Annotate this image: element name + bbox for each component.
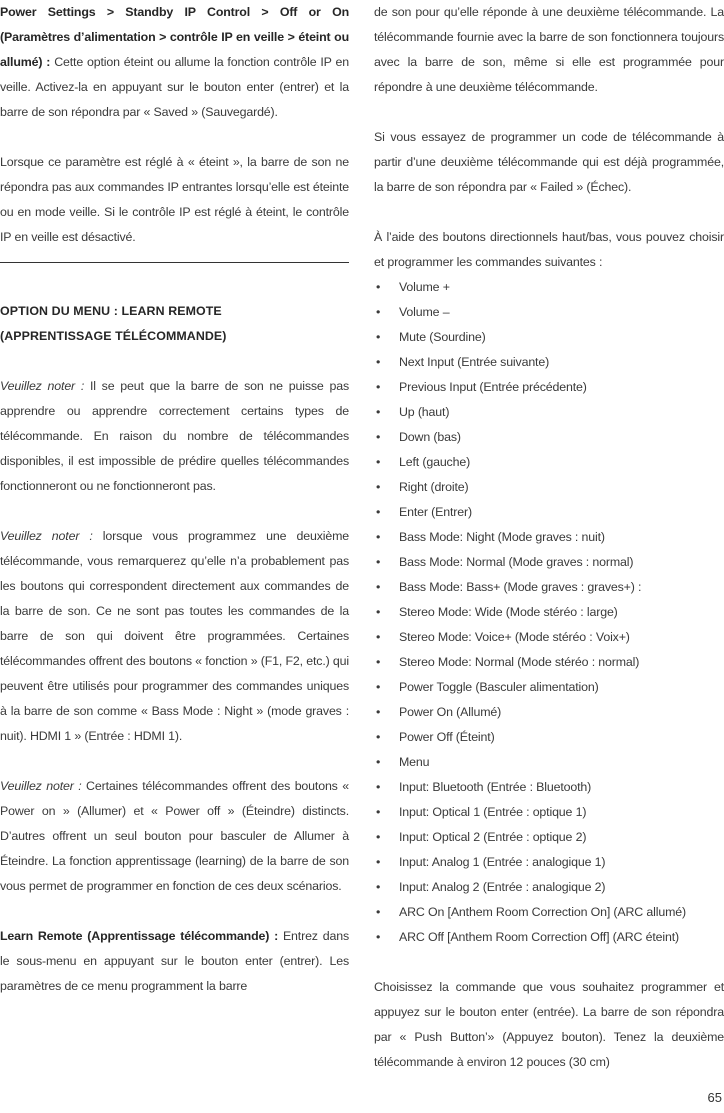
list-item-text: ARC On [Anthem Room Correction On] (ARC allumé) bbox=[399, 905, 686, 919]
list-item bbox=[374, 725, 724, 750]
list-item bbox=[374, 425, 724, 450]
list-item bbox=[374, 450, 724, 475]
bullet-icon: • bbox=[376, 730, 381, 744]
list-item-text: Next Input (Entrée suivante) bbox=[399, 355, 550, 369]
list-item bbox=[374, 275, 724, 300]
list-item bbox=[374, 575, 724, 600]
list-item bbox=[374, 600, 724, 625]
bullet-icon: • bbox=[376, 305, 381, 319]
list-item bbox=[374, 875, 724, 900]
list-item bbox=[374, 550, 724, 575]
bullet-icon: • bbox=[376, 780, 381, 794]
command-list bbox=[374, 275, 724, 950]
ip-control-off-paragraph: Lorsque ce paramètre est réglé à « éteint », la barre de son ne répondra pas aux commandes IP entrantes lorsqu’elle est éteinte ou en mode veille. Si le contrôle IP est réglé à éteint, le contrôle IP en veille est désactivé. bbox=[0, 155, 349, 244]
bullet-icon: • bbox=[376, 330, 381, 344]
bullet-icon: • bbox=[376, 605, 381, 619]
list-item-text: Input: Bluetooth (Entrée : Bluetooth) bbox=[399, 780, 592, 794]
bullet-icon: • bbox=[376, 580, 381, 594]
standby-ip-control-title: Power Settings > Standby IP Control > Off or On (Paramètres d’alimentation > contrôle IP en veille > éteint ou allumé) : bbox=[0, 5, 349, 69]
bullet-icon: • bbox=[376, 430, 381, 444]
list-item bbox=[374, 900, 724, 925]
note-second-remote: Veuillez noter : lorsque vous programmez une deuxième télécommande, vous remarquerez qu’elle n’a probablement pas les boutons qui correspondent directement aux commandes de la barre de son. Ce ne sont pas toutes les commandes de la barre de son qui doivent être programmées. Certaines télécommandes offrent des boutons « fonction » (F1, F2, etc.) qui peuvent être utilisés pour programmer des commandes uniques à la barre de son comme « Bass Mode : Night » (mode graves : nuit). HDMI 1 » (Entrée : HDMI 1). bbox=[0, 529, 349, 743]
page-number: 65 bbox=[707, 1090, 722, 1105]
bullet-icon: • bbox=[376, 480, 381, 494]
bullet-icon: • bbox=[376, 505, 381, 519]
bullet-icon: • bbox=[376, 880, 381, 894]
list-item-text: Volume – bbox=[399, 305, 450, 319]
list-item bbox=[374, 850, 724, 875]
learn-remote-title: Learn Remote (Apprentissage télécommande) : bbox=[0, 929, 279, 943]
bullet-icon: • bbox=[376, 705, 381, 719]
list-item bbox=[374, 475, 724, 500]
bullet-icon: • bbox=[376, 280, 381, 294]
list-item-text: Power On (Allumé) bbox=[399, 705, 502, 719]
list-item-text: Down (bas) bbox=[399, 430, 461, 444]
list-item-text: Enter (Entrer) bbox=[399, 505, 472, 519]
list-item-text: Bass Mode: Night (Mode graves : nuit) bbox=[399, 530, 605, 544]
list-item-text: Bass Mode: Bass+ (Mode graves : graves+) : bbox=[399, 580, 642, 594]
list-item bbox=[374, 525, 724, 550]
list-item-text: Input: Optical 2 (Entrée : optique 2) bbox=[399, 830, 587, 844]
bullet-icon: • bbox=[376, 755, 381, 769]
bullet-icon: • bbox=[376, 855, 381, 869]
right-column bbox=[374, 0, 724, 1075]
bullet-icon: • bbox=[376, 630, 381, 644]
list-item bbox=[374, 925, 724, 950]
bullet-icon: • bbox=[376, 405, 381, 419]
second-remote-paragraph: de son pour qu’elle réponde à une deuxième télécommande. La télécommande fournie avec la barre de son fonctionnera toujours avec la barre de son, même si elle est programmée pour répondre à une deuxième télécommande. bbox=[374, 5, 724, 94]
list-item-text: Power Toggle (Basculer alimentation) bbox=[399, 680, 599, 694]
list-item-text: Menu bbox=[399, 755, 430, 769]
bullet-icon: • bbox=[376, 380, 381, 394]
list-item-text: Bass Mode: Normal (Mode graves : normal) bbox=[399, 555, 634, 569]
list-item-text: Stereo Mode: Voice+ (Mode stéréo : Voix+) bbox=[399, 630, 630, 644]
list-item-text: Input: Optical 1 (Entrée : optique 1) bbox=[399, 805, 587, 819]
list-item-text: Up (haut) bbox=[399, 405, 450, 419]
list-item bbox=[374, 750, 724, 775]
list-item bbox=[374, 675, 724, 700]
note-compatibility: Veuillez noter : Il se peut que la barre de son ne puisse pas apprendre ou apprendre correctement certains types de télécommande. En raison du nombre de télécommandes disponibles, il est impossible de prédire quelles télécommandes fonctionneront ou ne fonctionneront pas. bbox=[0, 379, 349, 493]
list-item-text: Stereo Mode: Normal (Mode stéréo : normal) bbox=[399, 655, 640, 669]
bullet-icon: • bbox=[376, 830, 381, 844]
list-item bbox=[374, 700, 724, 725]
list-item bbox=[374, 775, 724, 800]
note-power-buttons: Veuillez noter : Certaines télécommandes offrent des boutons « Power on » (Allumer) et « Power off » (Éteindre) distincts. D’autres offrent un seul bouton pour basculer de Allumer à Éteindre. La fonction apprentissage (learning) de la barre de son vous permet de programmer en fonction de ces deux scénarios. bbox=[0, 779, 349, 893]
section-divider bbox=[0, 262, 349, 263]
learn-remote-paragraph: Learn Remote (Apprentissage télécommande) : Entrez dans le sous-menu en appuyant sur le bouton enter (entrer). Les paramètres de ce menu programment la barre bbox=[0, 929, 349, 993]
list-item bbox=[374, 500, 724, 525]
list-item bbox=[374, 325, 724, 350]
list-item-text: Left (gauche) bbox=[399, 455, 471, 469]
list-item bbox=[374, 300, 724, 325]
list-item bbox=[374, 800, 724, 825]
left-column bbox=[0, 0, 349, 999]
bullet-icon: • bbox=[376, 805, 381, 819]
list-item bbox=[374, 350, 724, 375]
bullet-icon: • bbox=[376, 930, 381, 944]
list-item-text: Mute (Sourdine) bbox=[399, 330, 486, 344]
list-item bbox=[374, 650, 724, 675]
bullet-icon: • bbox=[376, 530, 381, 544]
list-item bbox=[374, 825, 724, 850]
list-item-text: Right (droite) bbox=[399, 480, 469, 494]
list-item bbox=[374, 400, 724, 425]
bullet-icon: • bbox=[376, 905, 381, 919]
section-heading: OPTION DU MENU : LEARN REMOTE (APPRENTISSAGE TÉLÉCOMMANDE) bbox=[0, 304, 227, 343]
choose-command-paragraph: Choisissez la commande que vous souhaitez programmer et appuyez sur le bouton enter (entrée). La barre de son répondra par « Push Button’» (Appuyez bouton). Tenez la deuxième télécommande à environ 12 pouces (30 cm) bbox=[374, 980, 724, 1069]
list-item-text: ARC Off [Anthem Room Correction Off] (ARC éteint) bbox=[399, 930, 680, 944]
failed-response-paragraph: Si vous essayez de programmer un code de télécommande à partir d’une deuxième télécommande qui est déjà programmée, la barre de son répondra par « Failed » (Échec). bbox=[374, 130, 724, 194]
bullet-icon: • bbox=[376, 455, 381, 469]
list-item-text: Input: Analog 1 (Entrée : analogique 1) bbox=[399, 855, 606, 869]
list-item-text: Previous Input (Entrée précédente) bbox=[399, 380, 587, 394]
list-item-text: Input: Analog 2 (Entrée : analogique 2) bbox=[399, 880, 606, 894]
bullet-icon: • bbox=[376, 355, 381, 369]
command-intro-paragraph: À l’aide des boutons directionnels haut/bas, vous pouvez choisir et programmer les commandes suivantes : bbox=[374, 230, 724, 269]
list-item bbox=[374, 375, 724, 400]
list-item-text: Power Off (Éteint) bbox=[399, 730, 495, 744]
bullet-icon: • bbox=[376, 680, 381, 694]
bullet-icon: • bbox=[376, 555, 381, 569]
list-item bbox=[374, 625, 724, 650]
standby-ip-control-paragraph: Power Settings > Standby IP Control > Off or On (Paramètres d’alimentation > contrôle IP en veille > éteint ou allumé) : Cette option éteint ou allume la fonction contrôle IP en veille. Activez-la en appuyant sur le bouton enter (entrer) et la barre de son répondra par « Saved » (Sauvegardé). bbox=[0, 5, 349, 119]
bullet-icon: • bbox=[376, 655, 381, 669]
list-item-text: Volume + bbox=[399, 280, 450, 294]
list-item-text: Stereo Mode: Wide (Mode stéréo : large) bbox=[399, 605, 618, 619]
